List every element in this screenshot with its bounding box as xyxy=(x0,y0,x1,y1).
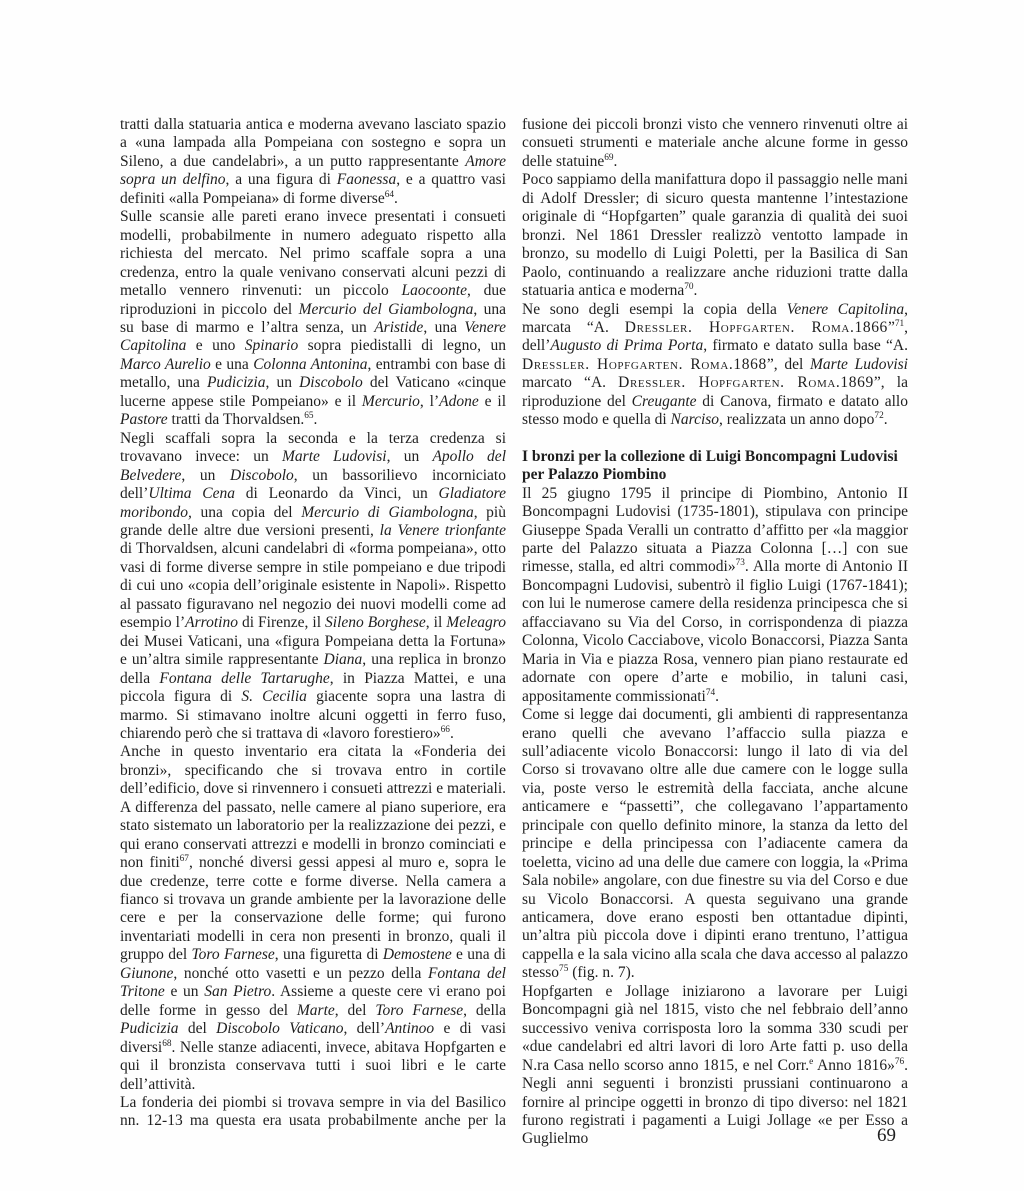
footnote-reference: e xyxy=(809,1056,814,1067)
footnote-reference: 76 xyxy=(894,1056,905,1067)
paragraph xyxy=(522,171,908,300)
italic-text: Marte Ludovisi xyxy=(282,448,387,466)
body-text: Negli scaffali sopra la seconda e la terza credenza si trovavano invece: un xyxy=(120,429,506,466)
body-text: , nonché otto vasetti e un pezzo della xyxy=(173,964,428,982)
text-block xyxy=(120,116,908,1149)
body-text: . Assieme a queste cere vi erano poi delle forme in gesso del xyxy=(120,983,506,1019)
italic-text: Mercurio xyxy=(361,392,420,410)
italic-text: Adone xyxy=(439,392,479,410)
body-text: ” xyxy=(887,318,895,336)
body-text: di Canova, firmato e datato allo stesso modo e quella di xyxy=(522,392,908,429)
italic-text: Spinario xyxy=(244,337,299,355)
body-text: tratti da Thorvaldsen. xyxy=(167,411,305,429)
paragraph xyxy=(120,116,506,208)
body-text: , un xyxy=(386,448,433,466)
body-text: ”, la riproduzione del xyxy=(522,374,908,410)
italic-text: Fontana delle Tartarughe xyxy=(159,669,330,687)
italic-text: Meleagro xyxy=(446,614,506,632)
italic-text: San Pietro xyxy=(204,983,272,1001)
italic-text: Venere Capitolina xyxy=(786,300,905,318)
body-text: tratti dalla statuaria antica e moderna avevano lasciato spazio a «una lampada alla Pompeiana con sostegno e sopra un Sileno, a due candelabri», a un putto rappresentante xyxy=(120,116,506,170)
smallcaps-text: Dressler. Hopfgarten. Roma.1869 xyxy=(618,374,874,392)
body-text: sopra piedistalli di legno, un xyxy=(298,337,506,355)
body-text: di Leonardo da Vinci, un xyxy=(235,485,439,503)
italic-text: Colonna Antonina xyxy=(253,355,368,373)
body-text: . xyxy=(313,411,318,429)
body-text: , una figuretta di xyxy=(274,946,383,964)
body-text: e un xyxy=(164,983,205,1001)
body-text: , e a quattro vasi definiti «alla Pompeiana» di forme diverse xyxy=(120,171,506,207)
paragraph xyxy=(522,706,908,983)
footnote-reference: 69 xyxy=(604,152,614,163)
italic-text: Sileno Borghese xyxy=(325,614,426,632)
body-text: , una replica in bronzo della xyxy=(120,651,506,687)
smallcaps-text: Dressler. Hopfgarten. Roma.1868 xyxy=(522,355,767,373)
footnote-reference: 72 xyxy=(874,411,884,422)
italic-text: Marte xyxy=(296,1001,335,1019)
body-text: , entrambi con base di metallo, una xyxy=(120,355,506,392)
left-column xyxy=(120,116,506,1149)
body-text: , in Piazza Mattei, e una piccola figura di xyxy=(120,669,506,706)
italic-text: Giunone xyxy=(120,964,174,982)
italic-text: Arrotino xyxy=(185,614,238,632)
right-column xyxy=(522,116,908,1149)
body-text: , dell’ xyxy=(343,1020,386,1038)
body-text: . xyxy=(613,152,618,170)
body-text: fusione dei piccoli bronzi visto che vennero rinvenuti oltre ai consueti strumenti e materiale anche alcune forme in gesso delle statuine xyxy=(522,116,908,170)
footnote-reference: 70 xyxy=(684,281,694,292)
body-text: , una xyxy=(423,318,465,336)
body-text: , a una figura di xyxy=(225,171,337,189)
body-text: e di vasi diversi xyxy=(120,1020,507,1056)
italic-text: Mercurio di Giambologna xyxy=(301,503,474,521)
italic-text: Gladiatore moribondo, xyxy=(120,485,506,521)
body-text: , marcata “A. xyxy=(522,300,908,336)
footnote-reference: 68 xyxy=(162,1038,172,1049)
body-text: . Nelle stanze adiacenti, invece, abitava Hopfgarten e qui il bronzista conservava tutti i suoi libri e le carte dell’attività. xyxy=(120,1038,506,1093)
body-text: del xyxy=(178,1020,217,1038)
body-text: di Firenze, il xyxy=(237,614,326,632)
italic-text: Faonessa xyxy=(336,171,397,189)
italic-text: Marco Aurelio xyxy=(120,355,211,373)
body-text: . xyxy=(715,687,719,705)
italic-text: Demostene xyxy=(382,946,452,964)
italic-text: Pastore xyxy=(120,411,168,429)
body-text: , un xyxy=(265,374,300,392)
italic-text: Antinoo xyxy=(385,1020,435,1038)
italic-text: Pudicizia xyxy=(206,374,266,392)
paragraph xyxy=(522,301,908,430)
paragraph xyxy=(522,116,908,171)
body-text: Sulle scansie alle pareti erano invece presentati i consueti modelli, probabilmente in numero adeguato rispetto alla richiesta del mercato. Nel primo scaffale sopra a una credenza, entro la quale venivano conservati alcuni pezzi di metallo vennero rinvenuti: un piccolo xyxy=(120,208,506,300)
body-text: . Negli anni seguenti i bronzisti prussiani continuarono a fornire al principe oggetti in bronzo di tipo diverso: nel 1821 furono registrati i pagamenti a Luigi Jollage «e per Esso a Guglielmo xyxy=(522,1056,908,1148)
italic-text: Creugante xyxy=(631,392,697,410)
body-text: . xyxy=(449,724,454,742)
body-text: La fonderia dei piombi si trovava sempre in via del Basilico nn. 12-13 ma questa era usata probabilmente anche per la xyxy=(120,1094,506,1130)
body-text: giacente sopra una lastra di marmo. Si stimavano inoltre alcuni oggetti in ferro fuso, chiarendo però che si trattava di «lavoro forestiero» xyxy=(120,688,506,742)
italic-text: la Venere trionfante xyxy=(379,521,506,539)
body-text: . Alla morte di Antonio II Boncompagni Ludovisi, subentrò il figlio Luigi (1767-1841); con lui le numerose camere della residenza principesca che si affacciavano su Via del Corso, in corrispondenza di piazza Colonna, Vicolo Cacciabove, vicolo Bonaccorsi, Piazza Santa Maria in Via e piazza Rosa, vennero pian piano restaurate ed adornate con opere d’arte e mobilio, in taluni casi, appositamente commissionati xyxy=(522,558,908,705)
footnote-reference: 64 xyxy=(384,189,395,200)
body-text: Poco sappiamo della manifattura dopo il passaggio nelle mani di Adolf Dressler; di sicuro questa mantenne l’intestazione originale di “Hopfgarten” quale garanzia di qualità dei suoi bronzi. Nel 1861 Dressler realizzò ventotto lampade in bronzo, su modello di Luigi Poletti, per la Basilica di San Paolo, continuando a realizzare anche riduzioni tratte dalla statuaria antica e moderna xyxy=(522,171,908,300)
italic-text: Toro Farnese xyxy=(191,946,275,964)
footnote-reference: 73 xyxy=(735,558,745,569)
section-heading xyxy=(522,448,908,485)
body-text: , due riproduzioni in piccolo del xyxy=(120,282,506,318)
italic-text: Apollo del Belvedere xyxy=(120,448,506,484)
italic-text: S. Cecilia xyxy=(241,688,307,706)
footnote-reference: 74 xyxy=(705,687,716,698)
body-text: , più grande delle altre due versioni presenti, xyxy=(120,503,506,539)
footnote-reference: 71 xyxy=(894,318,905,329)
body-text: , un bassorilievo incorniciato dell’ xyxy=(120,466,506,503)
paragraph xyxy=(120,430,506,744)
paragraph xyxy=(120,743,506,1094)
italic-text: Venere Capitolina xyxy=(120,318,506,355)
body-text: , dell’ xyxy=(522,318,908,355)
italic-text: Diana xyxy=(323,651,363,669)
body-text: , del xyxy=(334,1001,376,1019)
body-text: e uno xyxy=(186,337,245,355)
italic-text: Discobolo xyxy=(230,466,294,484)
body-text: Ne sono degli esempi la copia della xyxy=(522,300,787,318)
paragraph xyxy=(522,983,908,1149)
body-text: , realizzata un anno dopo xyxy=(719,411,875,429)
smallcaps-text: Dressler. Hopfgarten. Roma.1866 xyxy=(624,318,888,336)
footnote-reference: 65 xyxy=(304,411,314,422)
italic-text: Marte Ludovisi xyxy=(810,355,908,373)
italic-text: Discobolo Vaticano xyxy=(216,1020,344,1038)
body-text: del Vaticano «cinque lucerne appese stile Pompeiano» e il xyxy=(120,374,507,410)
body-text: . xyxy=(693,282,698,300)
body-text: , l’ xyxy=(419,392,440,410)
body-text: Il 25 giugno 1795 il principe di Piombino, Antonio II Boncompagni Ludovisi (1735-1801), stipulava con principe Giuseppe Spada Veralli un contratto d’affitto per «la maggior parte del Palazzo situata a Piazza Colonna […] con sue rimesse, stalla, ed altri commodi» xyxy=(522,484,908,576)
body-text: e il xyxy=(478,392,507,410)
body-text: e una di xyxy=(451,946,506,964)
body-text: e una xyxy=(210,355,254,373)
body-text: (fig. n. 7). xyxy=(568,964,635,982)
body-text: . xyxy=(883,411,888,429)
italic-text: Aristide xyxy=(374,318,424,336)
body-text: I bronzi per la collezione di Luigi Boncompagni Ludovisi per Palazzo Piombino xyxy=(522,447,898,484)
page-number: 69 xyxy=(877,1125,896,1146)
italic-text: Amore sopra un delfino xyxy=(120,152,506,189)
italic-text: Fontana del Tritone xyxy=(120,964,506,1001)
italic-text: Mercurio del Giambologna xyxy=(298,300,474,318)
body-text: di Thorvaldsen, alcuni candelabri di «forma pompeiana», otto vasi di forme diverse sempre in stile pompeiano e due tripodi di cui uno «copia dell’originale esistente in Napoli». Rispetto al passato figuravano nel negozio dei nuovi modelli come ad esempio l’ xyxy=(120,540,506,632)
italic-text: Pudicizia xyxy=(120,1020,179,1038)
italic-text: Toro Farnese xyxy=(375,1001,464,1019)
body-text: , una su base di marmo e l’altra senza, un xyxy=(120,300,506,336)
body-text: Anche in questo inventario era citata la «Fonderia dei bronzi», specificando che si trovava entro in cortile dell’edificio, dove si rinvennero i consueti attrezzi e materiali. A differenza del passato, nelle camere al piano superiore, era stato sistemato un laboratorio per la realizzazione dei pezzi, e qui erano conservati attrezzi e modelli in bronzo cominciati e non finiti xyxy=(120,743,506,872)
body-text: ”, del xyxy=(766,355,810,373)
body-text: , della xyxy=(463,1001,507,1019)
body-text: . xyxy=(394,189,398,207)
italic-text: Augusto di Prima Porta xyxy=(550,337,704,355)
italic-text: Narciso xyxy=(670,411,720,429)
paragraph xyxy=(120,1094,506,1131)
footnote-reference: 66 xyxy=(440,724,450,735)
body-text: Hopfgarten e Jollage iniziarono a lavorare per Luigi Boncompagni già nel 1815, visto che nel febbraio dell’anno successivo veniva corrisposta loro la somma 330 scudi per «due candelabri ed altri lavori di loro Arte fatti p. uso della N.ra Casa nello scorso anno 1815, e nel Corr. xyxy=(522,982,908,1074)
body-text: una copia del xyxy=(191,503,302,521)
paragraph xyxy=(120,208,506,429)
footnote-reference: 67 xyxy=(179,853,189,864)
body-text: dei Musei Vaticani, una «figura Pompeiana detta la Fortuna» e un’altra simile rappresentante xyxy=(120,632,506,669)
italic-text: Ultima Cena xyxy=(148,485,235,503)
italic-text: Discobolo xyxy=(299,374,363,392)
body-text: Come si legge dai documenti, gli ambienti di rappresentanza erano quelli che avevano l’affaccio sulla piazza e sull’adiacente vicolo Bonaccorsi: lungo il lato di via del Corso si trovavano oltre alle due camere con le logge sulla via, poste verso le estremità della facciata, anche alcune anticamere e “passetti”, che collegavano l’appartamento principale con quello definito minore, la stanza da letto del principe e della principessa con l’adiacente camera da toeletta, vicino ad una delle due camere con loggia, la «Prima Sala nobile» angolare, con due finestre su via del Corso e due su Vicolo Bonaccorsi. A questa seguivano una grande anticamera, dove erano esposti ben ottantadue dipinti, un’altra più piccola dove i dipinti erano trentuno, l’attigua cappella e la sala vicino alla scala che dava accesso al palazzo stesso xyxy=(522,706,908,982)
italic-text: Laocoonte xyxy=(401,282,467,300)
paragraph xyxy=(522,485,908,706)
body-text: , il xyxy=(425,614,447,632)
body-text: , firmato e datato sulla base “A. xyxy=(703,337,909,355)
body-text: , nonché diversi gessi appesi al muro e, sopra le due credenze, terre cotte e forme diverse. Nella camera a fianco si trovava un grande ambiente per la lavorazione delle cere e per la conservazione delle forme; qui furono inventariati modelli in cera non presenti in bronzo, quali il gruppo del xyxy=(120,854,506,964)
body-text: , un xyxy=(181,466,231,484)
footnote-reference: 75 xyxy=(559,964,569,975)
body-text: Anno 1816» xyxy=(813,1056,895,1074)
body-text: marcato “A. xyxy=(522,374,619,392)
